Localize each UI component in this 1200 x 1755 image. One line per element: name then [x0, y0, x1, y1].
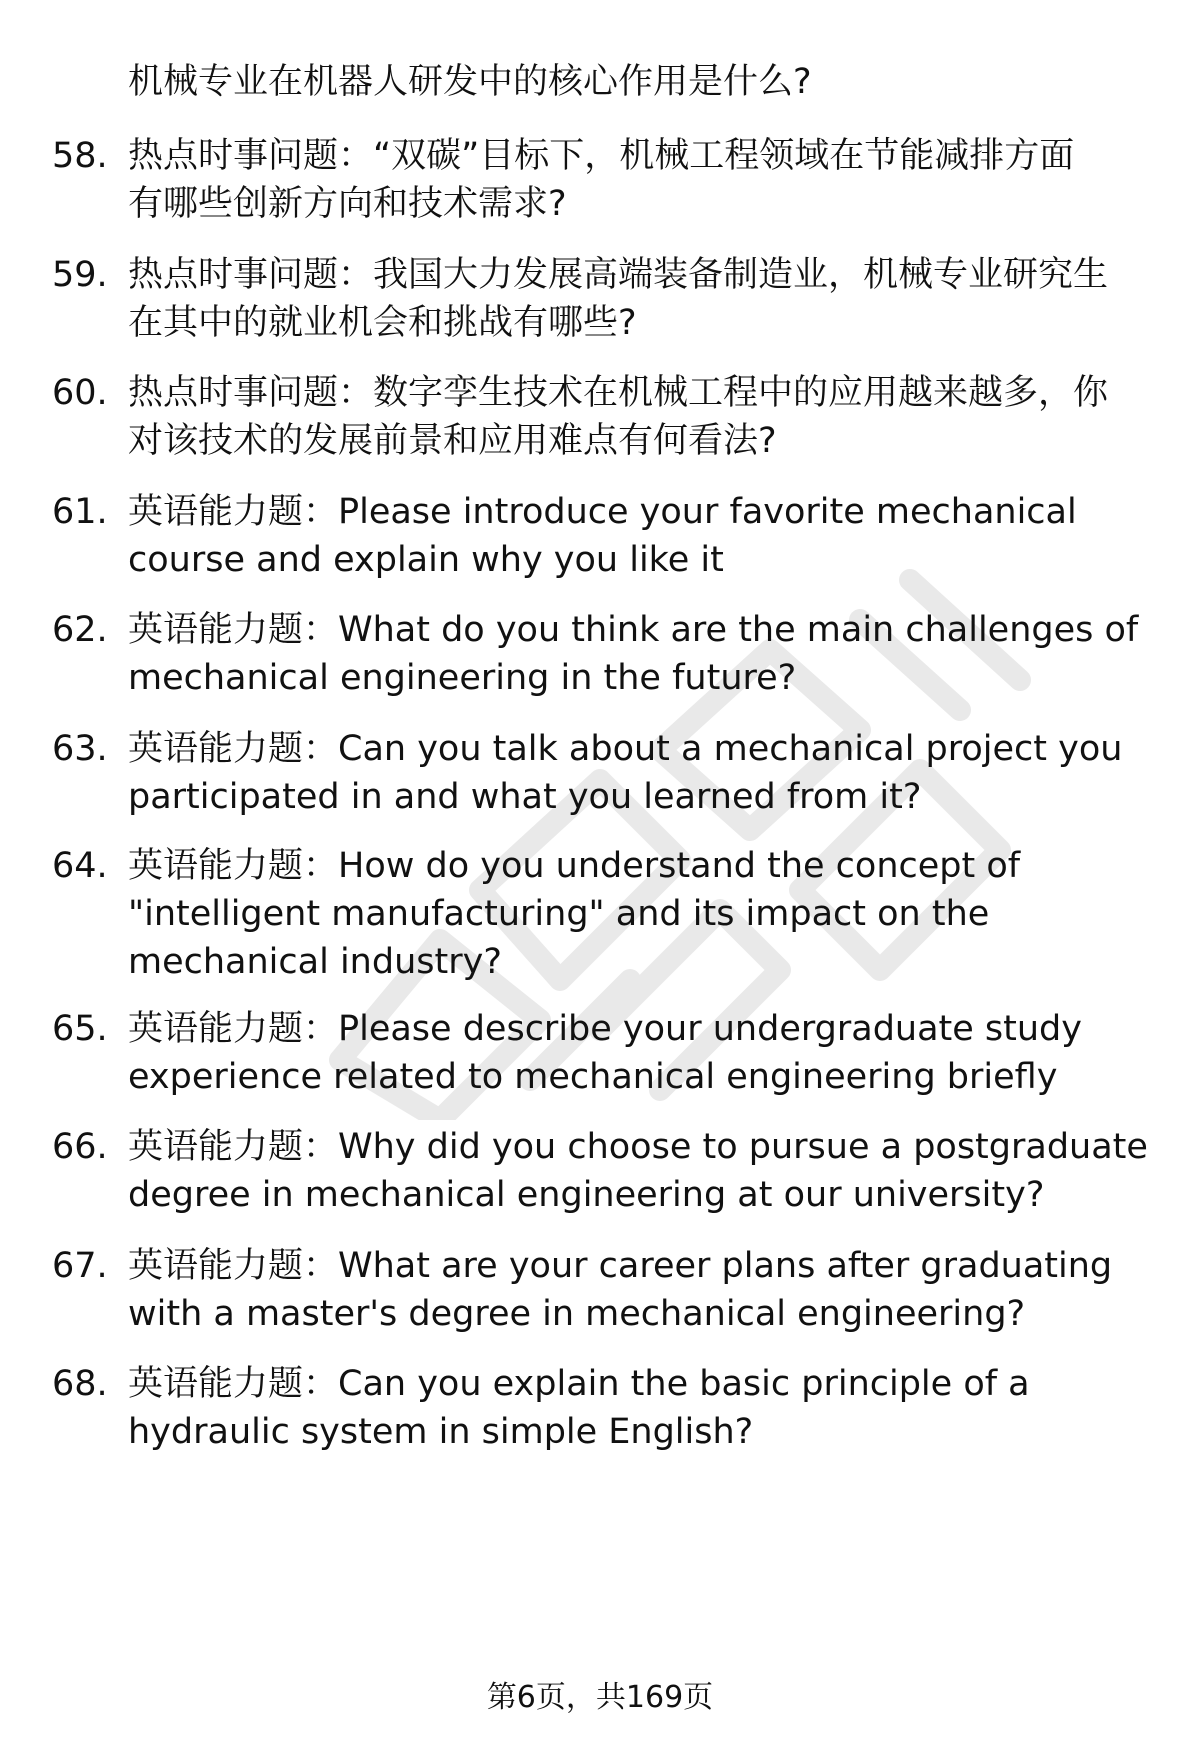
question-number: 67. [52, 1246, 108, 1286]
question-number: 62. [52, 610, 108, 650]
question-number: 63. [52, 729, 108, 769]
question-text [128, 488, 1158, 584]
question-number: 59. [52, 255, 108, 295]
question-line: 在其中的就业机会和挑战有哪些? [128, 303, 637, 343]
question-text [128, 1242, 1158, 1338]
question-line: 英语能力题：Can you talk about a mechanical project you [128, 729, 1123, 769]
question-text [128, 1123, 1158, 1219]
question-line: hydraulic system in simple English? [128, 1412, 754, 1452]
question-line: 英语能力题：Why did you choose to pursue a postgraduate [128, 1127, 1148, 1167]
question-line: experience related to mechanical engineering briefly [128, 1057, 1058, 1097]
question-line: 热点时事问题：数字孪生技术在机械工程中的应用越来越多，你 [128, 373, 1109, 413]
question-text [128, 369, 1158, 465]
question-line: 英语能力题：What are your career plans after graduating [128, 1246, 1113, 1286]
question-text [128, 842, 1158, 986]
question-line: 热点时事问题：我国大力发展高端装备制造业，机械专业研究生 [128, 255, 1109, 295]
question-line: 英语能力题：How do you understand the concept of [128, 846, 1021, 886]
question-line: with a master's degree in mechanical engineering? [128, 1294, 1026, 1334]
question-line: mechanical industry? [128, 942, 502, 982]
question-text [128, 725, 1158, 821]
page-footer: 第6页，共169页 [486, 1680, 714, 1715]
question-line: 英语能力题：Please describe your undergraduate study [128, 1009, 1082, 1049]
question-number: 58. [52, 136, 108, 176]
question-number: 65. [52, 1009, 108, 1049]
question-number: 66. [52, 1127, 108, 1167]
question-line: 英语能力题：What do you think are the main challenges of [128, 610, 1139, 650]
question-text [128, 1360, 1158, 1456]
question-line: 热点时事问题：“双碳”目标下，机械工程领域在节能减排方面 [128, 136, 1075, 176]
question-text [128, 606, 1158, 702]
question-line: "intelligent manufacturing" and its impact on the [128, 894, 990, 934]
question-line: 英语能力题：Can you explain the basic principle of a [128, 1364, 1030, 1404]
question-number: 61. [52, 492, 108, 532]
intro-question-text: 机械专业在机器人研发中的核心作用是什么? [128, 62, 812, 102]
question-line: 有哪些创新方向和技术需求? [128, 184, 567, 224]
question-number: 64. [52, 846, 108, 886]
question-line: 对该技术的发展前景和应用难点有何看法? [128, 421, 777, 461]
question-number: 68. [52, 1364, 108, 1404]
question-line: 英语能力题：Please introduce your favorite mechanical [128, 492, 1077, 532]
question-line: degree in mechanical engineering at our university? [128, 1175, 1045, 1215]
question-text [128, 132, 1158, 228]
question-line: mechanical engineering in the future? [128, 658, 797, 698]
question-line: participated in and what you learned from it? [128, 777, 922, 817]
question-number: 60. [52, 373, 108, 413]
question-line: course and explain why you like it [128, 540, 724, 580]
question-text [128, 1005, 1158, 1101]
question-text [128, 251, 1158, 347]
